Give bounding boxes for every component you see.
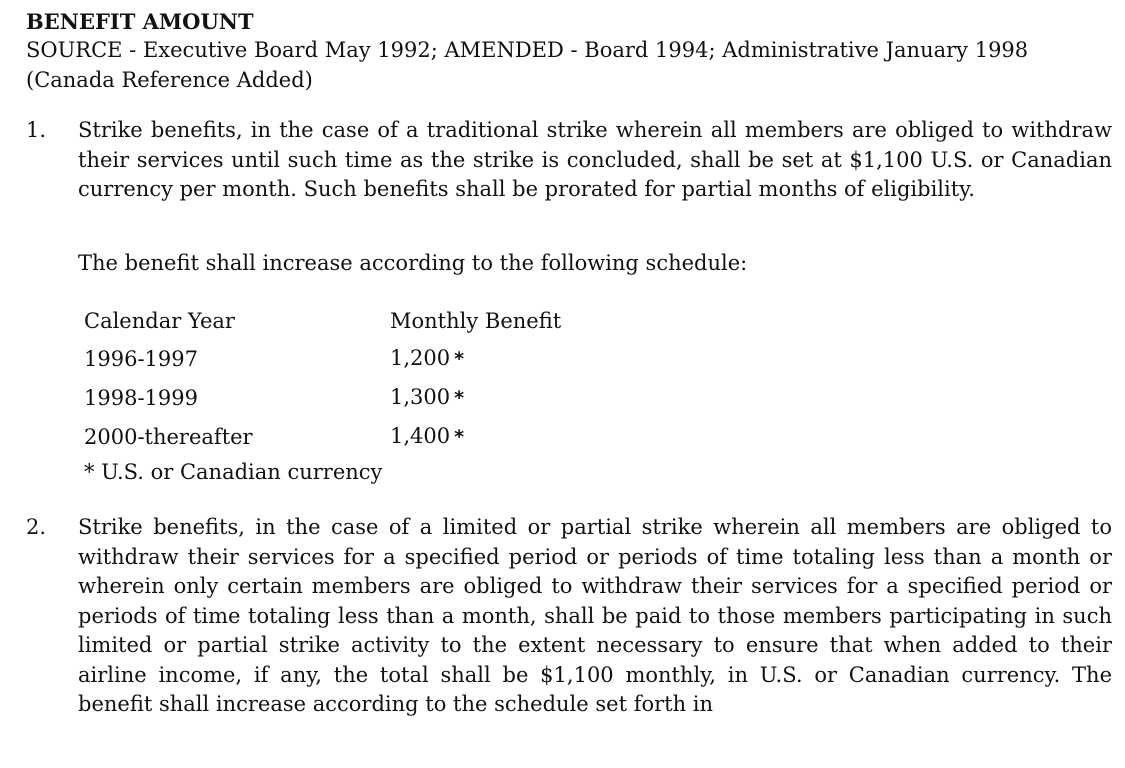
- source-line: SOURCE - Executive Board May 1992; AMENDED - Board 1994; Administrative January 1998: [26, 38, 1029, 62]
- section-title: BENEFIT AMOUNT: [26, 9, 254, 34]
- list-item-1: [26, 116, 1112, 486]
- item-body: [78, 513, 1112, 720]
- item-number: 2.: [26, 515, 47, 539]
- currency-footnote: * U.S. or Canadian currency: [84, 460, 383, 484]
- column-header-benefit: Monthly Benefit: [390, 309, 562, 334]
- asterisk-mark: *: [454, 426, 465, 449]
- year-cell: 1996-1997: [84, 346, 198, 371]
- year-cell: 2000-thereafter: [84, 424, 253, 449]
- asterisk-mark: *: [454, 348, 465, 371]
- paragraph-spacer: [78, 205, 1112, 249]
- asterisk-mark: *: [454, 387, 465, 410]
- schedule-intro: The benefit shall increase according to the following schedule:: [78, 250, 748, 275]
- document-body: [26, 8, 1112, 720]
- table-header-row: [84, 304, 1112, 340]
- column-header-year: Calendar Year: [84, 309, 235, 334]
- benefit-cell: [390, 344, 1112, 375]
- benefit-cell: [390, 422, 1112, 453]
- source-note: (Canada Reference Added): [26, 67, 313, 92]
- table-row: [84, 340, 1112, 379]
- item-paragraph: Strike benefits, in the case of a limited or partial strike wherein all members are obliged to withdraw their services for a specified period or periods of time totaling less than a month or wherein only certain members are obliged to withdraw their services for a specified period or periods of time totaling less than a month, shall be paid to those members participating in such limited or partial strike activity to the extent necessary to ensure that when added to their airline income, if any, the total shall be $1,100 monthly, in U.S. or Canadian currency. The benefit shall increase according to the schedule set forth in: [78, 515, 1112, 716]
- benefit-cell: [390, 383, 1112, 414]
- benefit-value: 1,400: [390, 424, 451, 449]
- table-row: [84, 379, 1112, 418]
- benefit-value: 1,300: [390, 385, 451, 410]
- item-paragraph: Strike benefits, in the case of a traditional strike wherein all members are obliged to withdraw their services until such time as the strike is concluded, shall be set at $1,100 U.S. or Canadian currency per month. Such benefits shall be prorated for partial months of eligibility.: [78, 118, 1112, 201]
- benefit-value: 1,200: [390, 346, 451, 371]
- list-item-2: [26, 513, 1112, 720]
- benefit-schedule-table: [84, 304, 1112, 486]
- year-cell: 1998-1999: [84, 385, 198, 410]
- item-number: 1.: [26, 118, 47, 142]
- table-row: [84, 418, 1112, 457]
- item-body: [78, 116, 1112, 486]
